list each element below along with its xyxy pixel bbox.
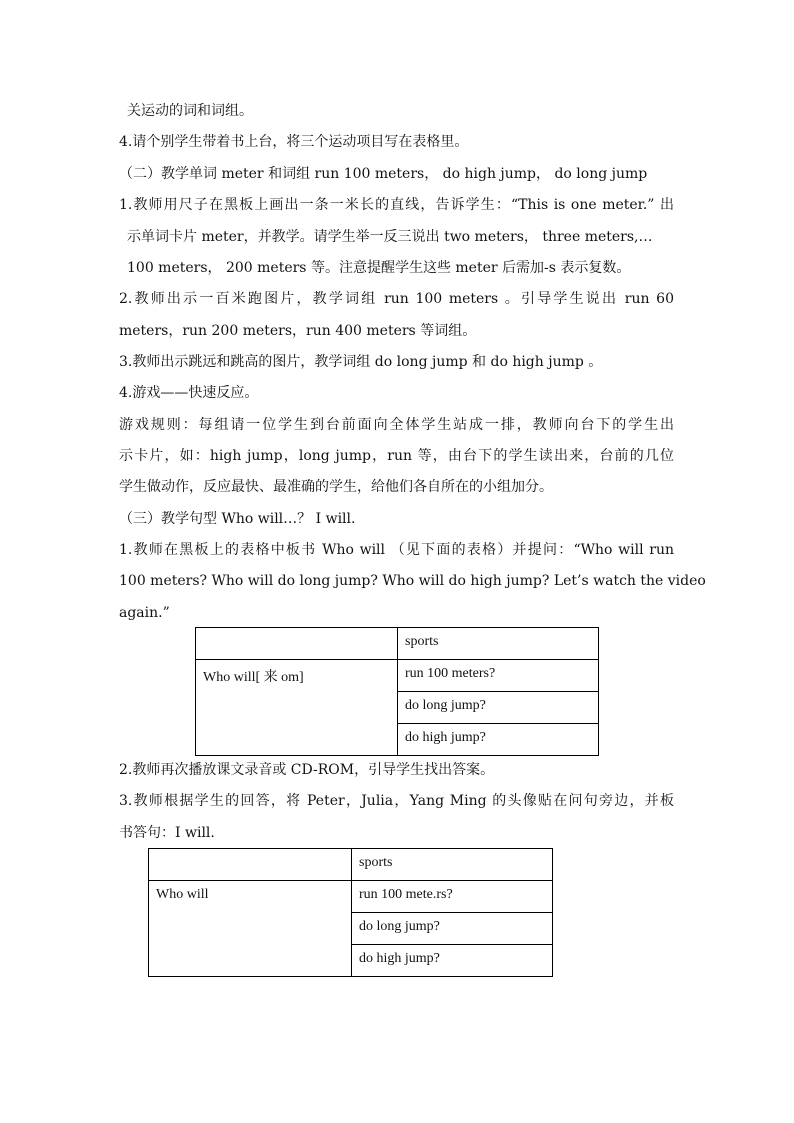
text-line-2: 4.请个别学生带着书上台，将三个运动项目写在表格里。 bbox=[119, 134, 469, 150]
table-cell: run 100 meters? bbox=[398, 660, 599, 692]
text-line-13: 学生做动作，反应最快、最准确的学生，给他们各自所在的小组加分。 bbox=[119, 479, 553, 495]
table-cell-empty bbox=[149, 849, 352, 881]
table-header-sports: sports bbox=[398, 628, 599, 660]
text-line-1: 关运动的词和词组。 bbox=[127, 103, 253, 119]
text-line-17: again.” bbox=[119, 605, 170, 621]
who-will-table-1 bbox=[195, 627, 599, 756]
text-line-6: 100 meters， 200 meters 等。注意提醒学生这些 meter 后需加-s 表示复数。 bbox=[127, 260, 631, 276]
who-will-table-2 bbox=[148, 848, 553, 977]
text-line-15: 1.教师在黑板上的表格中板书 Who will （见下面的表格）并提问：“Who will run bbox=[119, 542, 674, 558]
section-heading-2: （二）教学单词 meter 和词组 run 100 meters， do high jump， do long jump bbox=[119, 166, 648, 182]
table-row bbox=[149, 881, 553, 913]
table-cell: do long jump? bbox=[352, 913, 553, 945]
table-cell: do high jump? bbox=[352, 945, 553, 977]
table-cell: do long jump? bbox=[398, 692, 599, 724]
table-cell: do high jump? bbox=[398, 724, 599, 756]
text-line-4: 1.教师用尺子在黑板上画出一条一米长的直线，告诉学生：“This is one meter.” 出 bbox=[119, 197, 674, 213]
section-heading-3: （三）教学句型 Who will…？ I will. bbox=[119, 511, 356, 527]
text-line-20: 书答句：I will. bbox=[119, 825, 215, 841]
text-line-18: 2.教师再次播放课文录音或 CD-ROM，引导学生找出答案。 bbox=[119, 762, 495, 778]
text-line-9: 3.教师出示跳远和跳高的图片，教学词组 do long jump 和 do high jump 。 bbox=[119, 354, 603, 370]
text-line-19: 3.教师根据学生的回答，将 Peter，Julia，Yang Ming 的头像贴在问句旁边，并板 bbox=[119, 793, 674, 809]
text-line-5: 示单词卡片 meter，并教学。请学生举一反三说出 two meters， three meters,… bbox=[127, 229, 653, 245]
table-cell: run 100 mete.rs? bbox=[352, 881, 553, 913]
text-line-12: 示卡片，如：high jump，long jump，run 等，由台下的学生读出来，台前的几位 bbox=[119, 448, 674, 464]
table-row-label: Who will bbox=[149, 881, 352, 977]
table-cell-empty bbox=[196, 628, 398, 660]
text-line-8: meters，run 200 meters，run 400 meters 等词组。 bbox=[119, 323, 477, 339]
text-line-16: 100 meters? Who will do long jump? Who will do high jump? Let’s watch the video bbox=[119, 573, 706, 589]
table-row bbox=[149, 849, 553, 881]
table-row bbox=[196, 660, 599, 692]
table-row bbox=[196, 628, 599, 660]
text-line-10: 4.游戏——快速反应。 bbox=[119, 385, 259, 401]
text-line-7: 2.教师出示一百米跑图片，教学词组 run 100 meters 。引导学生说出 run 60 bbox=[119, 291, 674, 307]
table-row-label: Who will[ 来 om] bbox=[196, 660, 398, 756]
text-line-11: 游戏规则：每组请一位学生到台前面向全体学生站成一排，教师向台下的学生出 bbox=[119, 417, 674, 433]
table-header-sports: sports bbox=[352, 849, 553, 881]
